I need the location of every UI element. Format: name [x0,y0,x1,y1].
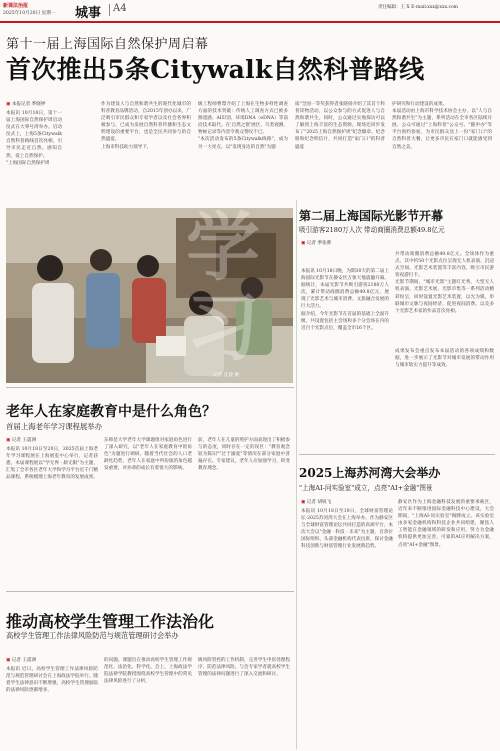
masthead-date: 2025年10月20日 星期一 [3,11,56,16]
art5-byline [6,657,36,663]
art4-headline: 2025上海苏河湾大会举办 [299,466,441,480]
art2-col-2: 共带动商圈消费总额49.8亿元。全场体作为重点，其中约50个光影点位呈现无人机表演、沉浸式空间、光影艺术装置等丰富内容，吸引市民游客夜游打卡。 光影节期间，"城市光影"主题灯光秀、大型无人机表演、光影艺术展、光影市集等一系列活动精彩纷呈，同时设置光影艺术装置，以光为媒，串联城市文脉与夜间经济，促进夜间消费。以及多个光影艺术家的作品首次亮相。 [395,252,494,314]
masthead-right-info: 责任编辑：王 X E-mail:xxx@xxx.com [378,5,458,10]
lead-byline [6,101,45,107]
byline-icon: ▣ [301,241,306,246]
art4-byline-text: 记者 胡锐飞 [306,500,332,505]
art2-headline: 第二届上海国际光影节开幕 [299,209,444,223]
art4-col-2: 静安区作为上海金融科技发展的重要承载区，近年来不断推进国际金融科技中心建设，大会期间，"上海AI-问实验室"揭牌成立。该实验室由多家金融机构和科技企业共同组建，聚焦人工智能在金融领域的研发和应用，努力为金融机构提供更加完善、可靠的AI应用解决方案，点亮"AI+金融"图景。 [398,500,494,548]
lead-col-2: 作为建设人与自然和谐共生的现代化城市的科普教育品牌活动，自2015年创办以来，广泛吸引市民群众和专家学者以及社会各界积极参与，已成为发展自然科普传播和生态文明建设的重要平台，也是全民共同参与的自然盛宴。 上海市科技助力领导下， [101,102,191,150]
art3-col-3: 前，老年人在儿童的照护方面表现出了积极参与的态度，同时存在一定的误区："教育观念较为陈旧""过于溺爱"等情况在部分家庭中普遍存在。专家建议，老年人应加强学习，转变教育理念。 [198,438,290,472]
art2-col-3: 成果发布会重点发布本届活动的各项成绩和数据，进一步展示了光影节对城市发展的带动作用与城市软实力提升等成效。 [395,349,494,369]
art5-col-1: 本报讯 近日，高校学生管理工作法律风险防范与规范管理研讨会在上海政法学院举行。随着学生法律意识不断增强，高校学生管理面临的法律风险逐渐增多， [6,667,98,694]
art4-col-1: 本报讯 10月18日至19日，全球财富管理论坛·2025苏河湾大会在上海举办。作为静安区与全球财富管理论坛共同打造的高端平台，本次大会以"金融 · 科技 · 未来"为主题，百余位国际组织、头部金融机构代表出席，探讨金融科技创新与财富管理行业发展新趋势。 [301,509,393,550]
art2-subhead: 吸引游客2180万人次 带动商圈消费总额49.8亿元 [299,226,445,234]
art4-byline [301,499,331,505]
vertical-divider [296,200,297,749]
page-number: A4 [113,3,127,14]
lead-watermark: 学习 [186,208,260,371]
art5-col-2: 的问题。课题旨在推动高校学生管理工作规范化、法治化、科学化。会上，上海政法学院法律学院教授围绕高校学生管理中的常见法律风险进行了分析， [104,658,192,685]
lead-col-5: 护研究和行动建设的成果。 本届活动由上海市科学技术协会主办，以"人与自然和谐共生"为主题，系列活动在全市各区陆续开展。公众可通过"上海科普"公众号、"随申办"等平台预约参加，为市民群众送上一份"家门口"的自然科普大餐，让更多市民在家门口就能感受到自然之美。 [392,102,492,150]
paper-name: 新课法治报 [3,3,29,9]
art5-subhead: 高校学生管理工作法律风险防范与规范管理研讨会举办 [6,631,179,640]
art5-byline-text: 记者 王震洲 [11,658,37,663]
byline-icon: ▣ [6,658,11,663]
lead-col-4: 质"全国一等奖获得者张晓扬介绍了其首个科普读物活动，以公众参与的方式促进人与自然和谐共生。同时，公众通过实地探访可以了解到上海丰富的生态资源。现场还同步发布了"2025上海自然保护周"纪念徽章、纪念册和纪念明信片，共同打造"家门口"的科普盛宴 [295,102,385,150]
lead-photo-caption: 记者 沈捷 摄 [213,373,239,378]
art2-col-1: 本报讯 10月18日晚，为期30天的第二届上海国际光影节在静安区万象天地震撼开幕。据统计，本届光影节共吸引游客2180万人次，累计带动商圈消费总额49.8亿元，展现了光影艺术与城市消费、文旅融合发展的巨大活力。 据介绍，今年光影节在首届的基础上全面升级，共设置包括主会场和多个分会场在内的近百个光影点位，覆盖全市16个区。 [301,269,389,331]
art3-byline-text: 记者 王震洲 [11,438,37,443]
art5-col-3: 级风险管控的工作机制，完善学生申诉处理程序，防范法律风险。与会专家学者就高校学生管理的法律问题进行了深入交流和研讨。 [198,658,290,678]
lead-col-3: 级工程师曹璟介绍了上海在生物多样性调查方面的技术突破：传统人工调查方式已被多源遥感、AI识别、环境DNA（eDNA）等前沿技术取代。在'自然之窗'展区，鸟类观测、物候记录等内容令观众赞叹不已。 "本次活动发布的5条Citywalk线路"，成为另一大亮点。以"发现身边的自然"为题 [198,102,288,150]
lead-headline: 首次推出5条Citywalk自然科普路线 [6,55,425,84]
art4-subhead: "上海AI-问实验室"成立，点亮"AI+金融"图景 [299,484,433,492]
art5-headline: 推动高校学生管理工作法治化 [6,612,215,631]
lead-photo [6,208,293,383]
art3-col-1: 本报讯 10月18日至20日，2025首届上海老年学习课程展在上海展览中心举行，记者获悉，本届课程展以"学无界 · 龄无限"为主题，汇集了全市各区老年大学和学习平台近千门精品课程，系统梳理上海老年教育的发展成果。 [6,447,98,481]
byline-icon: ▣ [6,438,11,443]
lead-kicker: 第十一届上海国际自然保护周启幕 [6,37,209,52]
divider-1 [6,387,294,388]
art3-col-2: 东师范大学老年大学课题组对家庭角色进行了深入研究，以"老年人在家庭教育中的角色"为题进行调研。随着当代社会的人口老龄化趋势，老年人在家庭中所扮演的角色越发重要，对孙辈的成长有着很大的影响。 [104,438,192,472]
masthead [0,0,500,22]
lead-col-1: 本报讯 10月18日，第十一届上海国际自然保护周启动仪式在大零号湾举办。启动仪式上，上海5条Citywalk自然科普路线首次亮相，引导市民走近自然、感知自然，爱上自然保护。 "上海国际自然保护周 [6,111,62,166]
byline-icon: ▣ [301,500,306,505]
masthead-divider [109,4,110,16]
divider-3 [299,454,495,455]
art2-byline-text: 记者 季张骅 [306,241,332,246]
divider-2 [6,591,294,592]
art3-headline: 老年人在家庭教育中是什么角色？ [6,404,216,420]
lead-byline-text: 本报记者 季晓婷 [11,102,46,107]
byline-icon: ▣ [6,102,11,107]
section-title: 城事 [75,6,102,21]
art3-byline [6,437,36,443]
masthead-rule [0,21,500,23]
art3-subhead: 首届上海老年学习课程展举办 [6,422,103,431]
art2-byline [301,240,331,246]
